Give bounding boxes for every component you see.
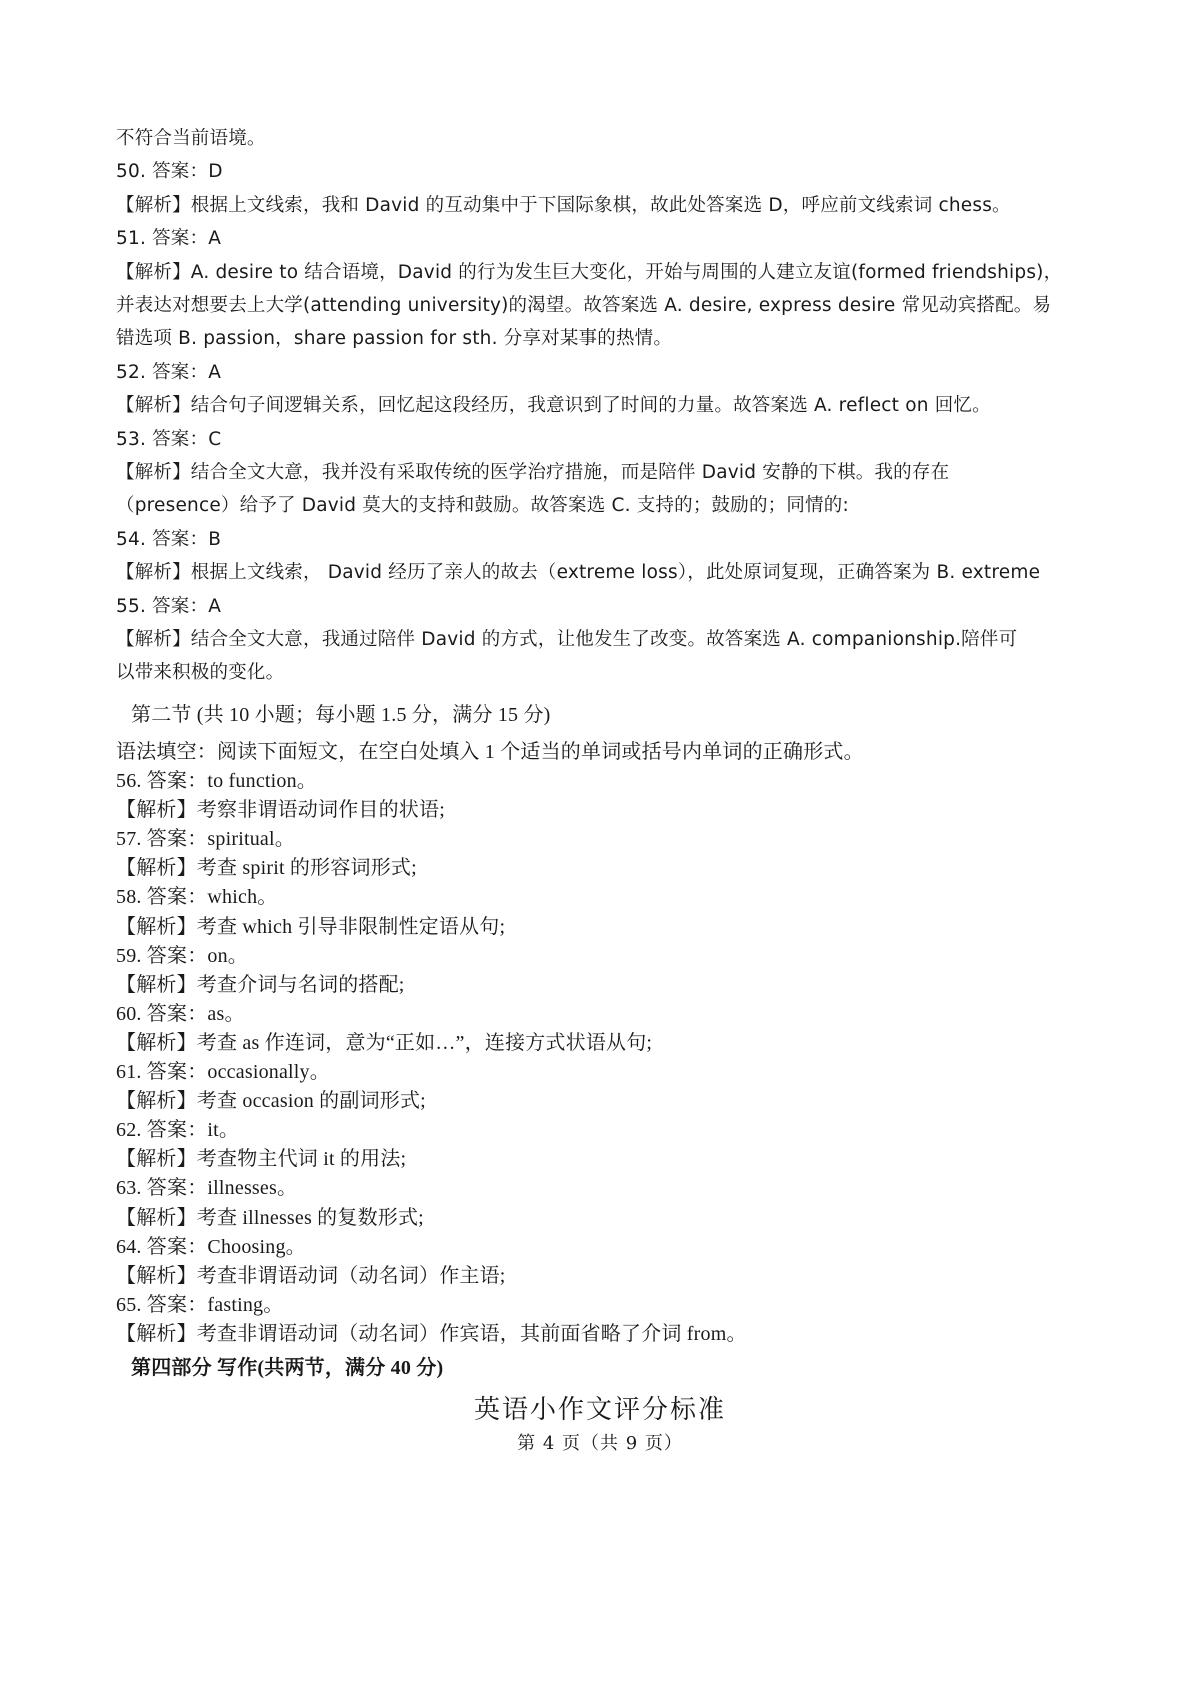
answer-line: 【解析】A. desire to 结合语境，David 的行为发生巨大变化，开始与周围的人建立友谊(formed friendships)， — [116, 261, 1063, 283]
answer-line: 64. 答案：Choosing。 — [116, 1235, 306, 1258]
answer-line: 【解析】结合全文大意，我通过陪伴 David 的方式，让他发生了改变。故答案选 A. companionship.陪伴可 — [116, 629, 1018, 650]
answer-line: 【解析】结合全文大意，我并没有采取传统的医学治疗措施，而是陪伴 David 安静的下棋。我的存在 — [116, 462, 950, 483]
answer-line: 65. 答案：fasting。 — [116, 1293, 284, 1316]
answer-line: 【解析】考查 occasion 的副词形式; — [116, 1090, 426, 1113]
answer-line: 62. 答案：it。 — [116, 1119, 240, 1142]
answer-line: 60. 答案：as。 — [116, 1002, 245, 1025]
answer-line: 53. 答案：C — [116, 428, 222, 450]
page-footer: 第 4 页（共 9 页） — [517, 1433, 683, 1454]
answer-line: 【解析】考察非谓语动词作目的状语; — [116, 799, 445, 822]
answer-line: 【解析】考查介词与名词的搭配; — [116, 973, 405, 996]
answer-line: 54. 答案：B — [116, 528, 222, 550]
answer-line: 不符合当前语境。 — [116, 128, 266, 149]
answer-line: 【解析】考查物主代词 it 的用法; — [116, 1148, 407, 1171]
answer-line: 并表达对想要去上大学(attending university)的渴望。故答案选 A. desire, express desire 常见动宾搭配。易 — [116, 295, 1052, 316]
answer-line: （presence）给予了 David 莫大的支持和鼓励。故答案选 C. 支持的；鼓励的；同情的: — [116, 495, 849, 517]
answer-line: 【解析】考查非谓语动词（动名词）作宾语，其前面省略了介词 from。 — [116, 1322, 747, 1345]
answer-line: 52. 答案：A — [116, 361, 222, 383]
answer-line: 错选项 B. passion，share passion for sth. 分享对某事的热情。 — [116, 328, 673, 350]
grammar-instruction: 语法填空：阅读下面短文，在空白处填入 1 个适当的单词或括号内单词的正确形式。 — [116, 741, 864, 763]
answer-line: 61. 答案：occasionally。 — [116, 1061, 330, 1083]
section-two-heading: 第二节 (共 10 小题；每小题 1.5 分，满分 15 分) — [131, 704, 551, 726]
answer-line: 【解析】考查 spirit 的形容词形式; — [116, 857, 417, 880]
answer-line: 【解析】考查 illnesses 的复数形式; — [116, 1206, 424, 1229]
answer-line: 56. 答案：to function。 — [116, 770, 318, 792]
answer-line: 51. 答案：A — [116, 228, 222, 250]
answer-line: 【解析】考查 as 作连词，意为“正如…”，连接方式状语从句; — [116, 1031, 653, 1054]
answer-line: 【解析】考查非谓语动词（动名词）作主语; — [116, 1264, 506, 1287]
answer-line: 55. 答案：A — [116, 595, 222, 617]
answer-line: 【解析】考查 which 引导非限制性定语从句; — [116, 915, 506, 938]
answer-line: 58. 答案：which。 — [116, 886, 278, 909]
part-four-heading: 第四部分 写作(共两节，满分 40 分) — [131, 1357, 444, 1379]
answer-line: 以带来积极的变化。 — [116, 662, 285, 684]
answer-line: 50. 答案：D — [116, 161, 223, 183]
answer-line: 【解析】根据上文线索，我和 David 的互动集中于下国际象棋，故此处答案选 D，呼应前文线索词 chess。 — [116, 194, 1011, 216]
essay-scoring-title: 英语小作文评分标准 — [473, 1395, 726, 1425]
answer-line: 【解析】结合句子间逻辑关系，回忆起这段经历，我意识到了时间的力量。故答案选 A. reflect on 回忆。 — [116, 395, 991, 417]
answer-line: 57. 答案：spiritual。 — [116, 828, 295, 851]
answer-line: 59. 答案：on。 — [116, 944, 248, 967]
answer-line: 【解析】根据上文线索， David 经历了亲人的故去（extreme loss），此处原词复现，正确答案为 B. extreme — [116, 562, 1041, 584]
answer-line: 63. 答案：illnesses。 — [116, 1177, 298, 1200]
